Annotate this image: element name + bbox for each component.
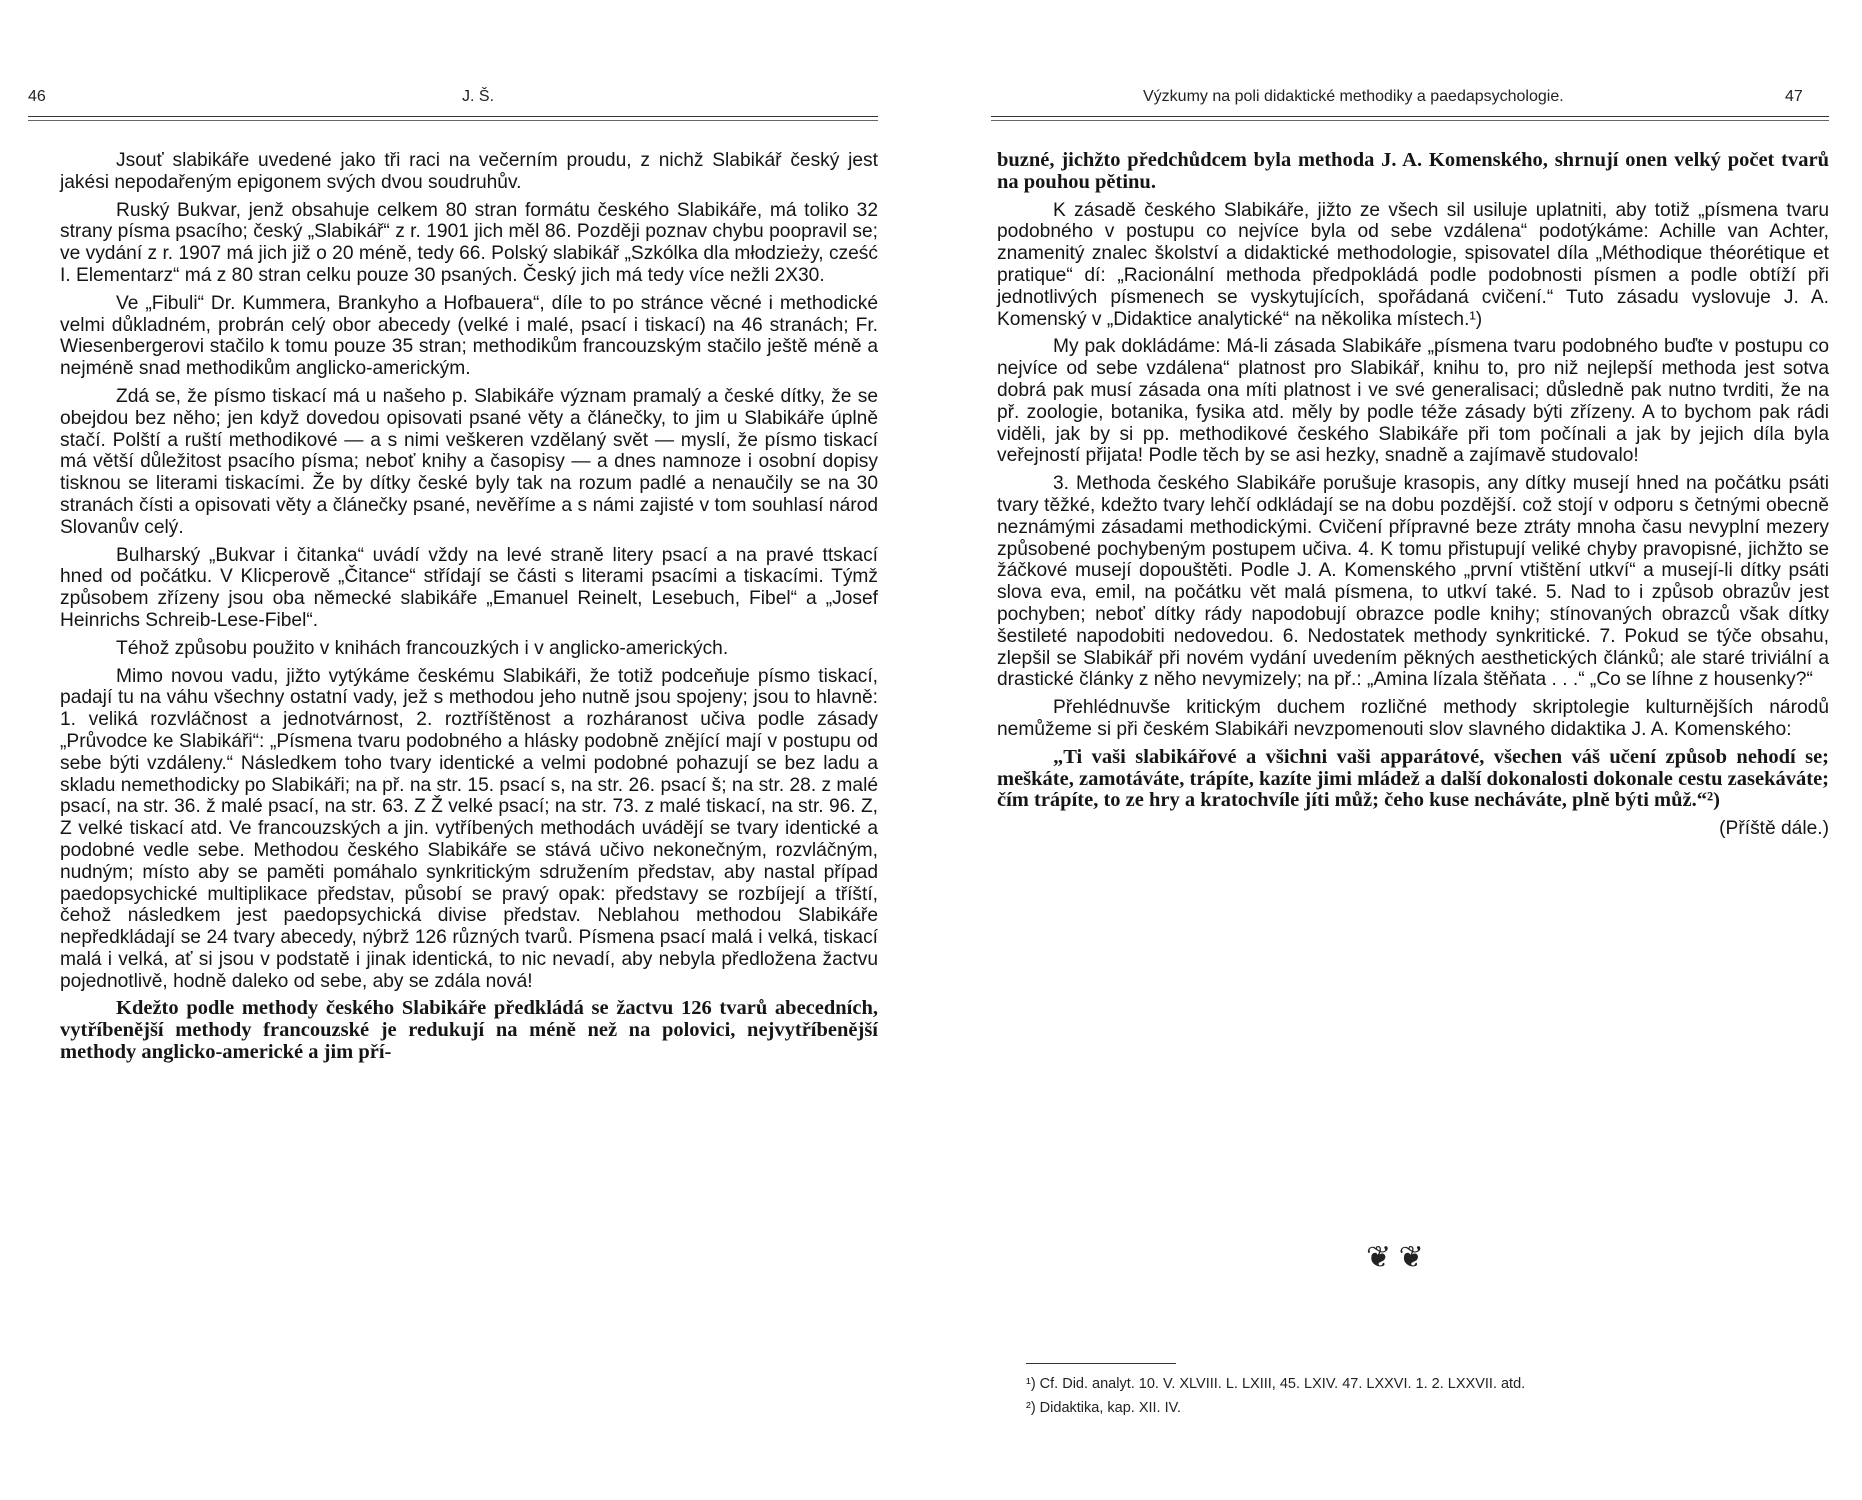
paragraph: K zásadě českého Slabikáře, jižto ze všech sil usiluje uplatniti, aby totiž „písmena tvaru podobného v postupu co nejvíce byla od sebe vzdálena“ podotýkáme: Achille van Achter, znamenitý znalec školství a didaktické methodologie, spisovatel díla „Méthodique théorétique et pratique“ dí: „Racionální methoda předpokládá podle podobnosti písmen a podle obtíží při jednotlivých písmenech se vyskytujících, spořádaná cvičení.“ Tuto zásadu vyslovuje J. A. Komenský v „Didaktice analytické“ na několika místech.¹) [997, 199, 1829, 330]
ornament-icon: ❦ ❦ [1366, 1241, 1424, 1274]
footnote: ¹) Cf. Did. analyt. 10. V. XLVIII. L. LXIII, 45. LXIV. 47. LXXVI. 1. 2. LXXVII. atd. [1026, 1376, 1526, 1392]
page-number-right: 47 [1785, 88, 1803, 105]
header-rule-right [991, 116, 1829, 117]
paragraph: Jsouť slabikáře uvedené jako tři raci na večerním proudu, z nichž Slabikář český jest jakési nepodařeným epigonem svých dvou soudruhův. [60, 150, 878, 193]
header-rule-left-thin [28, 120, 878, 121]
page-number-left: 46 [28, 88, 46, 105]
paragraph: Přehlédnuvše kritickým duchem rozličné methody skriptolegie kulturnějších národů nemůžeme si při českém Slabikáři nevzpomenouti slov slavného didaktika J. A. Komenského: [997, 697, 1829, 740]
right-text-column [997, 150, 1829, 846]
paragraph: Ve „Fibuli“ Dr. Kummera, Brankyho a Hofbauera“, díle to po stránce věcné i methodické velmi důkladném, probrán celý obor abecedy (velké i malé, psací i tiskací) na 46 stranách; Fr. Wiesenbergerovi stačilo k tomu pouze 35 stran; methodikům francouzským stačilo ještě méně a nejméně snad methodikům anglicko-americkým. [60, 292, 878, 380]
paragraph: 3. Methoda českého Slabikáře porušuje krasopis, any dítky musejí hned na počátku psáti tvary těžké, kdežto tvary lehčí odkládají se na dobu pozdější. což stojí v odporu s četnými obecně neznámými zásadami methodickými. Cvičení přípravné beze ztráty mnoha času nevyplní mezery způsobené pochybeným postupem učiva. 4. K tomu přistupují veliké chyby pravopisné, jichžto se žáčkové musejí dopouštěti. Podle J. A. Komenského „první vtištění utkví“ a musejí-li dítky psáti slova eva, emil, na počátku vět malá písmena, to utkví také. 5. Nad to i způsob obrazův jest pochyben; neboť dítky rády napodobují obrazce podle knihy; stínovaných obrazců však dítky šestileté napodobiti nedovedou. 6. Nedostatek methody synkritické. 7. Pokud se týče obsahu, zlepšil se Slabikář při novém vydání uvedením pěkných aesthetických článků; ale staré triviální a drastické články z něho nevymizely; na př.: „Amina lízala štěňata . . .“ „Co se líhne z housenky?“ [997, 473, 1829, 691]
header-rule-left [28, 116, 878, 117]
running-head-right: Výzkumy na poli didaktické methodiky a paedapsychologie. [1143, 88, 1564, 105]
left-text-column [60, 150, 878, 1070]
right-page [931, 0, 1862, 1500]
paragraph: Ruský Bukvar, jenž obsahuje celkem 80 stran formátu českého Slabikáře, má toliko 32 strany písma psacího; český „Slabikář“ z r. 1901 jich měl 86. Později poznav chybu poopravil se; ve vydání z r. 1907 má jich již o 20 méně, tedy 66. Polský slabikář „Szkólka dla młodzieży, cześć I. Elementarz“ má z 80 stran celku pouze 30 psaných. Český jich má tedy více nežli 2X30. [60, 199, 878, 286]
paragraph: Bulharský „Bukvar i čitanka“ uvádí vždy na levé straně litery psací a na pravé ttskací hned od počátku. V Klicperově „Čitance“ střídají se části s literami psacími a tiskacími. Týmž způsobem zřízeny jsou oba německé slabikáře „Emanuel Reinelt, Lesebuch, Fibel“ a „Josef Heinrichs Schreib-Lese-Fibel“. [60, 544, 878, 631]
header-rule-right-thin [991, 120, 1829, 121]
bold-paragraph: buzné, jichžto předchůdcem byla methoda J. A. Komenského, shrnují onen velký počet tvarů na pouhou pětinu. [997, 149, 1829, 193]
running-head-left: J. Š. [462, 88, 495, 105]
footnote-rule [1026, 1363, 1176, 1364]
continued-note: (Příště dále.) [1719, 818, 1829, 840]
bold-paragraph: Kdežto podle methody českého Slabikáře předkládá se žactvu 126 tvarů abecedních, vytříbenější methody francouzské je redukují na méně než na polovici, nejvytříbenější methody anglicko-americké a jim pří- [60, 997, 878, 1064]
footnote: ²) Didaktika, kap. XII. IV. [1026, 1400, 1181, 1416]
footnotes [1026, 1372, 1846, 1420]
paragraph: My pak dokládáme: Má-li zásada Slabikáře „písmena tvaru podobného buďte v postupu co nejvíce od sebe vzdálena“ platnost pro Slabikář, knihu to, pro niž nejlepší methoda jest sotva dobrá pak musí zásada ona míti platnost i ve své generalisaci; důsledně pak nutno tvrditi, že na př. zoologie, botanika, fysika atd. měly by podle téže zásady býti zřízeny. A to bychom pak rádi viděli, jak by si pp. methodikové českého Slabikáře při tom počínali a jak by jejich díla byla veřejností přijata! Podle těch by se asi hezky, snadně a zajímavě studovalo! [997, 336, 1829, 467]
paragraph: Mimo novou vadu, jižto vytýkáme českému Slabikáři, že totiž podceňuje písmo tiskací, padají tu na váhu všechny ostatní vady, jež s methodou jeho nutně jsou spojeny; jsou to hlavně: 1. veliká rozvláčnost a jednotvárnost, 2. roztříštěnost a rozháranost učiva podle zásady „Průvodce ke Slabikáři“: „Písmena tvaru podobného a hlásky podobně znějící mají v postupu od sebe býti vzdáleny.“ Následkem toho tvary identické a velmi podobné pohazují se bez ladu a skladu nemethodicky po Slabikáři; na př. na str. 15. psací s, na str. 26. psací š; na str. 28. z malé psací, na str. 36. ž malé psací, na str. 63. Z Ž velké psací; na str. 73. z malé tiskací, na str. 96. Z, Z velké tiskací atd. Ve francouzských a jin. vytříbených methodách uvádějí se tvary identické a podobné vedle sebe. Methodou českého Slabikáře se stává učivo nekonečným, rozvláčným, nudným; místo aby se paměti pomáhalo synkritickým sdružením představ, aby nastal případ paedopsychické multiplikace představ, působí se pravý opak: představy se rozbíjejí a tříští, čehož následkem jest paedopsychická divise představ. Neblahou methodou Slabikáře nepředkládají se 24 tvary abecedy, nýbrž 126 různých tvarů. Písmena psací malá i velká, tiskací malá i velká, ať si jsou v podstatě i jinak identická, to nic nevadí, aby nebyla předložena žactvu pojednotlivě, hodně daleko od sebe, aby se zdála nová! [60, 665, 879, 992]
paragraph: Téhož způsobu použito v knihách francouzkých i v anglicko-amerických. [116, 637, 729, 659]
quote-paragraph: „Ti vaši slabikářové a všichni vaši apparátové, všechen váš učení způsob nehodí se; meškáte, zamotáváte, trápíte, kazíte jimi mládež a další dokonalosti dokonale cestu zasekáváte; čím trápíte, to ze hry a kratochvíle jíti můž; čeho kuse necháváte, plně býti můž.“²) [997, 745, 1829, 812]
paragraph: Zdá se, že písmo tiskací má u našeho p. Slabikáře význam pramalý a české dítky, že se obejdou bez něho; jen když dovedou opisovati psané věty a článečky, to jim u Slabikáře úplně stačí. Polští a ruští methodikové — a s nimi veškeren vzdělaný svět — myslí, že písmo tiskací má větší důležitost psacího písma; neboť knihy a časopisy — a dnes namnoze i osobní dopisy tisknou se literami tiskacími. Že by dítky české byly tak na rozum padlé a nenaučily se na 30 stranách čísti a opisovati věty a článečky psané, nevěříme a s námi zajisté v tom souhlasí národ Slovanův celý. [60, 385, 878, 538]
